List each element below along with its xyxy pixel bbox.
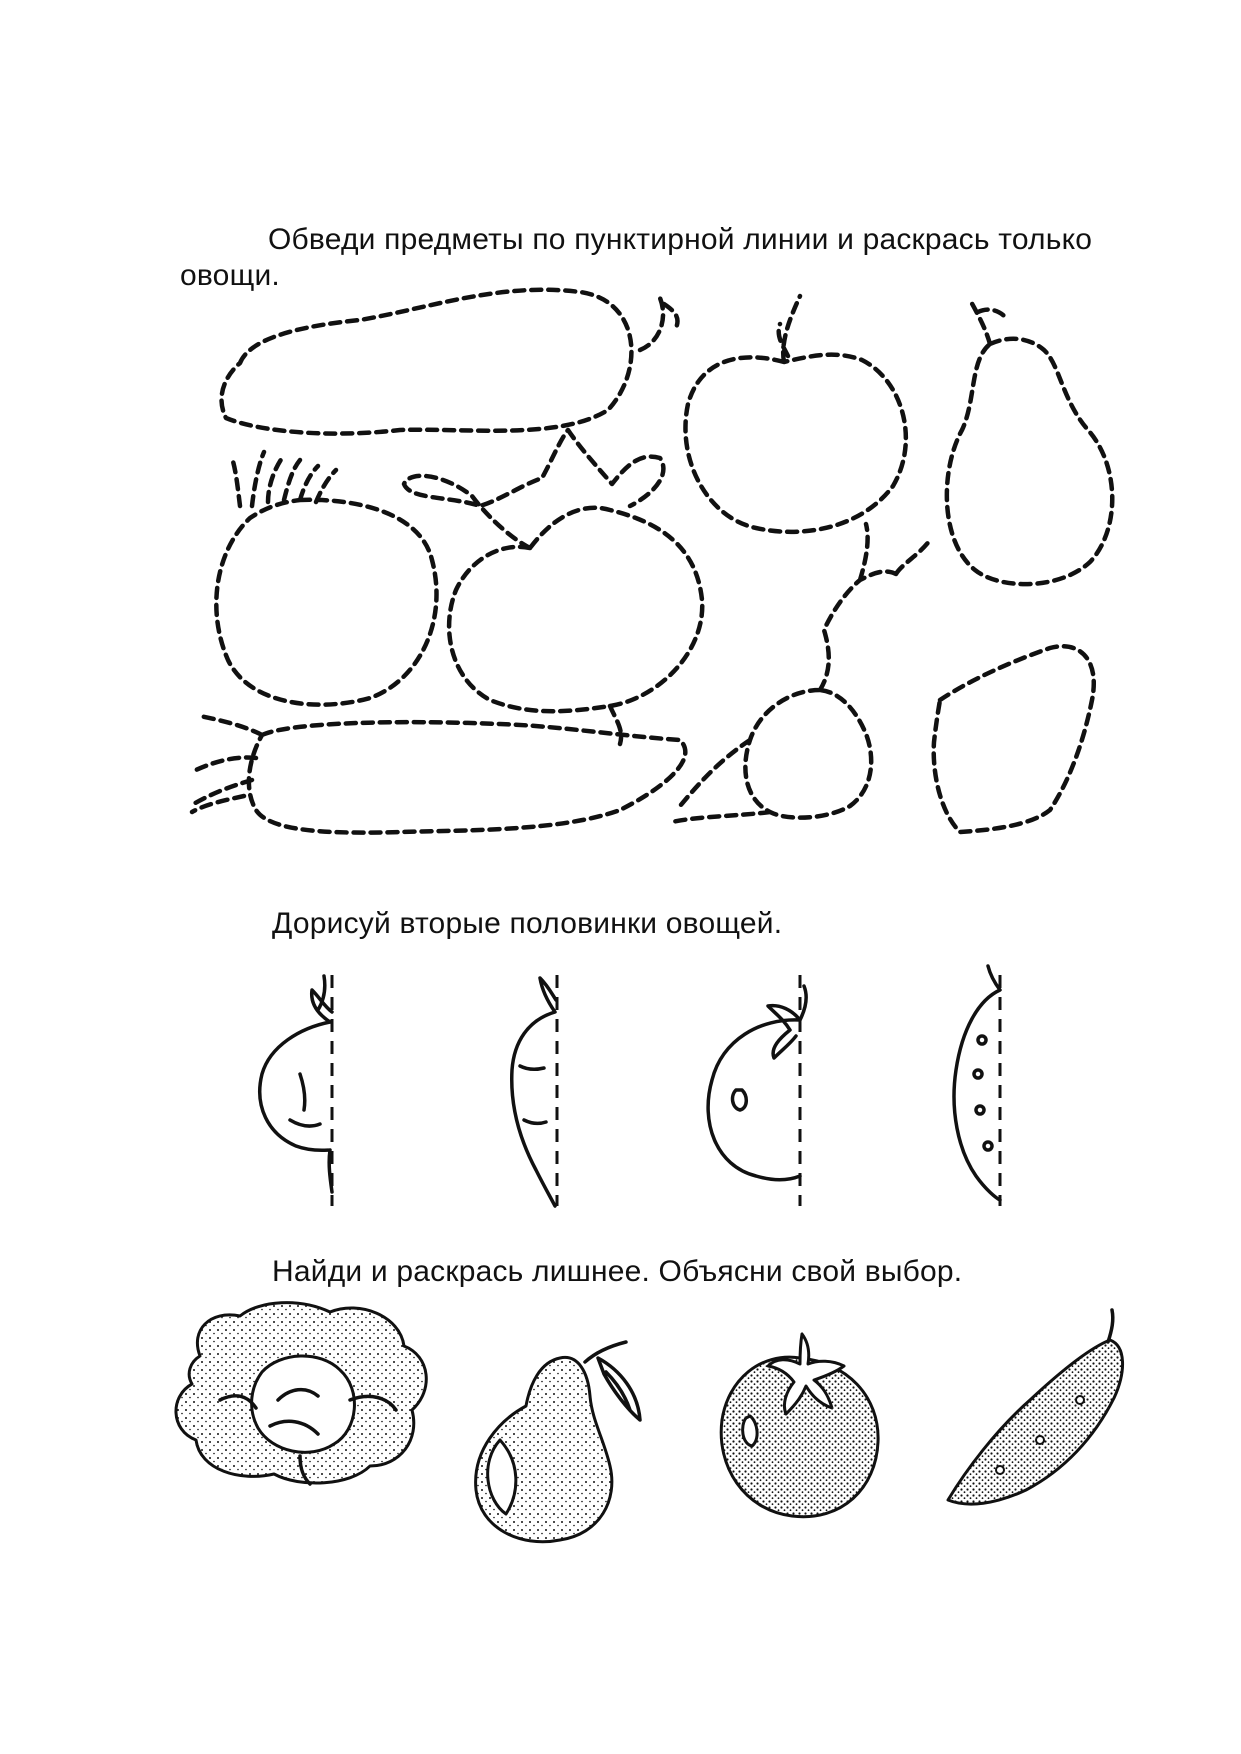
odd-one-out-group[interactable] (176, 1303, 1123, 1542)
cucumber-half-drawing[interactable] (954, 966, 1000, 1206)
tomato-half-drawing[interactable] (708, 975, 806, 1206)
dotted-turnip[interactable] (672, 524, 930, 822)
dotted-cucumber[interactable] (222, 290, 678, 434)
dotted-apple[interactable] (685, 296, 905, 532)
task-3-instruction: Найди и раскрась лишнее. Объясни свой выбор. (272, 1255, 963, 1288)
task-1-instruction: Обведи предметы по пунктирной линии и раскрась только овощи. (180, 223, 1093, 292)
dotted-leaf[interactable] (934, 646, 1094, 832)
dotted-carrot[interactable] (190, 716, 685, 833)
dotted-beet[interactable] (404, 430, 702, 744)
turnip-half-drawing[interactable] (260, 975, 332, 1206)
dotted-pear[interactable] (947, 300, 1112, 584)
trace-group[interactable] (190, 290, 1112, 833)
cabbage-drawing[interactable] (176, 1303, 426, 1484)
pear-drawing[interactable] (476, 1342, 640, 1542)
tomato-drawing[interactable] (721, 1334, 878, 1517)
halves-group[interactable] (260, 966, 1000, 1206)
task-2-instruction: Дорисуй вторые половинки овощей. (272, 907, 783, 940)
cucumber-drawing[interactable] (948, 1310, 1123, 1504)
dotted-tomato[interactable] (216, 452, 436, 705)
carrot-half-drawing[interactable] (512, 975, 557, 1206)
